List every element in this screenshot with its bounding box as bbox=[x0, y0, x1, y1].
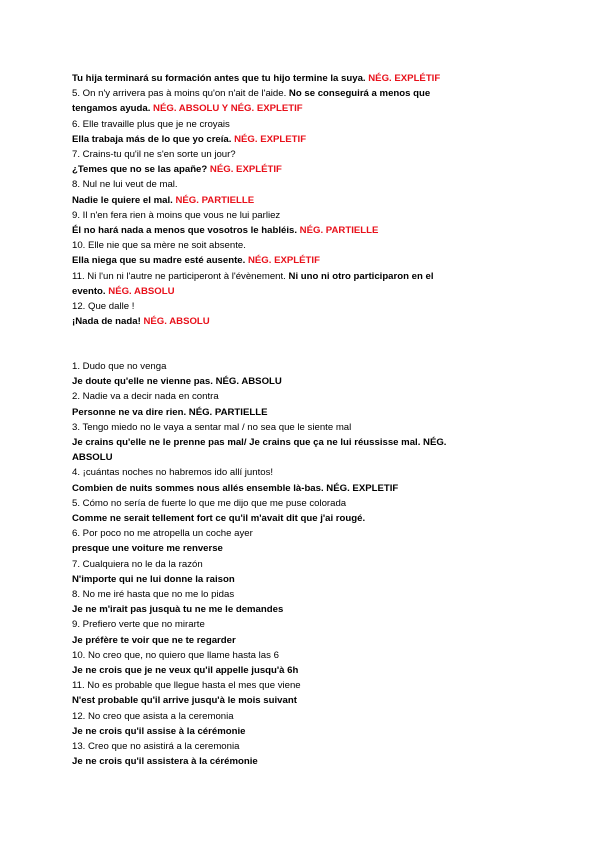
translation-sentence: Je préfère te voir que ne te regarder bbox=[72, 634, 236, 646]
source-sentence: 4. ¡cuántas noches no habremos ido allí juntos! bbox=[72, 467, 274, 479]
source-sentence: 2. Nadie va a decir nada en contra bbox=[72, 391, 219, 403]
text-line bbox=[72, 526, 528, 541]
text-line bbox=[72, 693, 528, 708]
text-line bbox=[72, 541, 528, 556]
negation-type-tag: NÉG. ABSOLU bbox=[108, 285, 175, 297]
source-sentence: 1. Dudo que no venga bbox=[72, 361, 167, 372]
negation-type-tag: NÉG. ABSOLU Y NÉG. EXPLETIF bbox=[153, 103, 303, 115]
text-line bbox=[72, 450, 528, 465]
text-line bbox=[72, 435, 528, 450]
text-line bbox=[72, 177, 528, 192]
source-sentence: 10. No creo que, no quiero que llame hasta las 6 bbox=[72, 649, 279, 661]
text-line bbox=[72, 208, 528, 223]
translation-sentence: Je ne crois que je ne veux qu'il appelle jusqu'à 6h bbox=[72, 665, 299, 677]
text-line bbox=[72, 117, 528, 132]
negation-type-tag: NÉG. EXPLETIF bbox=[234, 133, 307, 145]
translation-sentence: tengamos ayuda. bbox=[72, 103, 151, 115]
negation-type-tag: NÉG. EXPLÉTIF bbox=[247, 255, 320, 267]
text-line bbox=[72, 724, 528, 739]
source-sentence: 9. Il n'en fera rien à moins que vous ne lui parliez bbox=[72, 209, 281, 221]
text-line bbox=[72, 193, 528, 208]
text-line bbox=[72, 71, 528, 86]
text-line bbox=[72, 587, 528, 602]
translation-sentence: Ella trabaja más de lo que yo creía. bbox=[72, 133, 232, 145]
text-line bbox=[72, 269, 528, 284]
translation-sentence: Ella niega que su madre esté ausente. bbox=[72, 255, 246, 267]
translation-sentence: N'est probable qu'il arrive jusqu'à le mois suivant bbox=[72, 695, 297, 707]
text-line bbox=[72, 602, 528, 617]
source-sentence: 5. Cómo no sería de fuerte lo que me dijo que me puse colorada bbox=[72, 497, 347, 509]
text-line bbox=[72, 238, 528, 253]
text-line bbox=[72, 147, 528, 162]
text-line bbox=[72, 405, 528, 420]
source-sentence: 13. Creo que no asistirá a la ceremonia bbox=[72, 741, 240, 753]
translation-sentence: Personne ne va dire rien. NÉG. PARTIELLE bbox=[72, 406, 268, 418]
negation-type-tag: NÉG. EXPLÉTIF bbox=[209, 164, 282, 176]
translation-sentence: N'importe qui ne lui donne la raison bbox=[72, 573, 235, 585]
source-sentence: 8. No me iré hasta que no me lo pidas bbox=[72, 589, 235, 601]
text-line bbox=[72, 359, 528, 374]
text-line bbox=[72, 617, 528, 632]
text-line bbox=[72, 709, 528, 724]
text-line bbox=[72, 374, 528, 389]
translation-sentence: Je ne m'irait pas jusquà tu ne me le demandes bbox=[72, 604, 284, 616]
text-line bbox=[72, 420, 528, 435]
text-line bbox=[72, 86, 528, 101]
source-sentence: 12. Que dalle ! bbox=[72, 301, 135, 313]
text-line bbox=[72, 284, 528, 299]
text-line bbox=[72, 253, 528, 268]
text-line bbox=[72, 465, 528, 480]
translation-sentence: Combien de nuits sommes nous allés ensemble là-bas. NÉG. EXPLETIF bbox=[72, 482, 399, 494]
text-line bbox=[72, 132, 528, 147]
source-sentence: 5. On n'y arrivera pas à moins qu'on n'ait de l'aide. bbox=[72, 88, 287, 100]
source-sentence: 8. Nul ne lui veut de mal. bbox=[72, 179, 178, 191]
text-line bbox=[72, 754, 528, 769]
text-line bbox=[72, 223, 528, 238]
source-sentence: 11. Ni l'un ni l'autre ne participeront à l'évènement. bbox=[72, 270, 286, 282]
translation-sentence: Él no hará nada a menos que vosotros le habléis. bbox=[72, 225, 297, 237]
translation-sentence: Je crains qu'elle ne le prenne pas mal/ Je crains que ça ne lui réussisse mal. NÉG. bbox=[72, 437, 447, 449]
text-line bbox=[72, 511, 528, 526]
translation-sentence: ¡Nada de nada! bbox=[72, 316, 141, 328]
translation-sentence: Je ne crois qu'il assise à la cérémonie bbox=[72, 725, 246, 737]
text-line bbox=[72, 481, 528, 496]
translation-sentence: presque une voiture me renverse bbox=[72, 543, 223, 555]
text-line bbox=[72, 633, 528, 648]
source-sentence: 12. No creo que asista a la ceremonia bbox=[72, 710, 234, 722]
negation-type-tag: NÉG. PARTIELLE bbox=[175, 194, 255, 206]
translation-sentence: Je doute qu'elle ne vienne pas. NÉG. ABSOLU bbox=[72, 376, 282, 388]
text-line bbox=[72, 557, 528, 572]
source-sentence: 3. Tengo miedo no le vaya a sentar mal / no sea que le siente mal bbox=[72, 421, 352, 433]
translation-sentence: Comme ne serait tellement fort ce qu'il m'avait dit que j'ai rougé. bbox=[72, 513, 366, 525]
source-sentence: 11. No es probable que llegue hasta el mes que viene bbox=[72, 680, 301, 692]
source-sentence: 6. Elle travaille plus que je ne croyais bbox=[72, 118, 230, 130]
source-sentence: 7. Cualquiera no le da la razón bbox=[72, 558, 203, 570]
section-french-translations bbox=[72, 359, 528, 769]
text-line bbox=[72, 663, 528, 678]
text-line bbox=[72, 162, 528, 177]
text-line bbox=[72, 678, 528, 693]
source-sentence: 9. Prefiero verte que no mirarte bbox=[72, 619, 205, 631]
translation-sentence: ABSOLU bbox=[72, 452, 113, 464]
text-line bbox=[72, 389, 528, 404]
text-line bbox=[72, 299, 528, 314]
translation-sentence: ¿Temes que no se las apañe? bbox=[72, 164, 208, 176]
text-line bbox=[72, 314, 528, 329]
translation-sentence: evento. bbox=[72, 285, 106, 297]
text-line bbox=[72, 101, 528, 116]
translation-sentence: Ni uno ni otro participaron en el bbox=[288, 270, 434, 282]
negation-type-tag: NÉG. ABSOLU bbox=[143, 316, 210, 328]
translation-sentence: Tu hija terminará su formación antes que tu hijo termine la suya. bbox=[72, 73, 366, 84]
source-sentence: 10. Elle nie que sa mère ne soit absente. bbox=[72, 240, 246, 252]
text-line bbox=[72, 739, 528, 754]
text-line bbox=[72, 496, 528, 511]
source-sentence: 7. Crains-tu qu'il ne s'en sorte un jour? bbox=[72, 149, 236, 161]
section-spanish-translations bbox=[72, 71, 528, 329]
translation-sentence: Nadie le quiere el mal. bbox=[72, 194, 173, 206]
text-line bbox=[72, 572, 528, 587]
translation-sentence: No se conseguirá a menos que bbox=[288, 88, 431, 100]
text-line bbox=[72, 648, 528, 663]
negation-type-tag: NÉG. EXPLÉTIF bbox=[368, 73, 441, 84]
translation-sentence: Je ne crois qu'il assistera à la cérémonie bbox=[72, 756, 258, 768]
source-sentence: 6. Por poco no me atropella un coche ayer bbox=[72, 528, 253, 540]
negation-type-tag: NÉG. PARTIELLE bbox=[299, 225, 379, 237]
